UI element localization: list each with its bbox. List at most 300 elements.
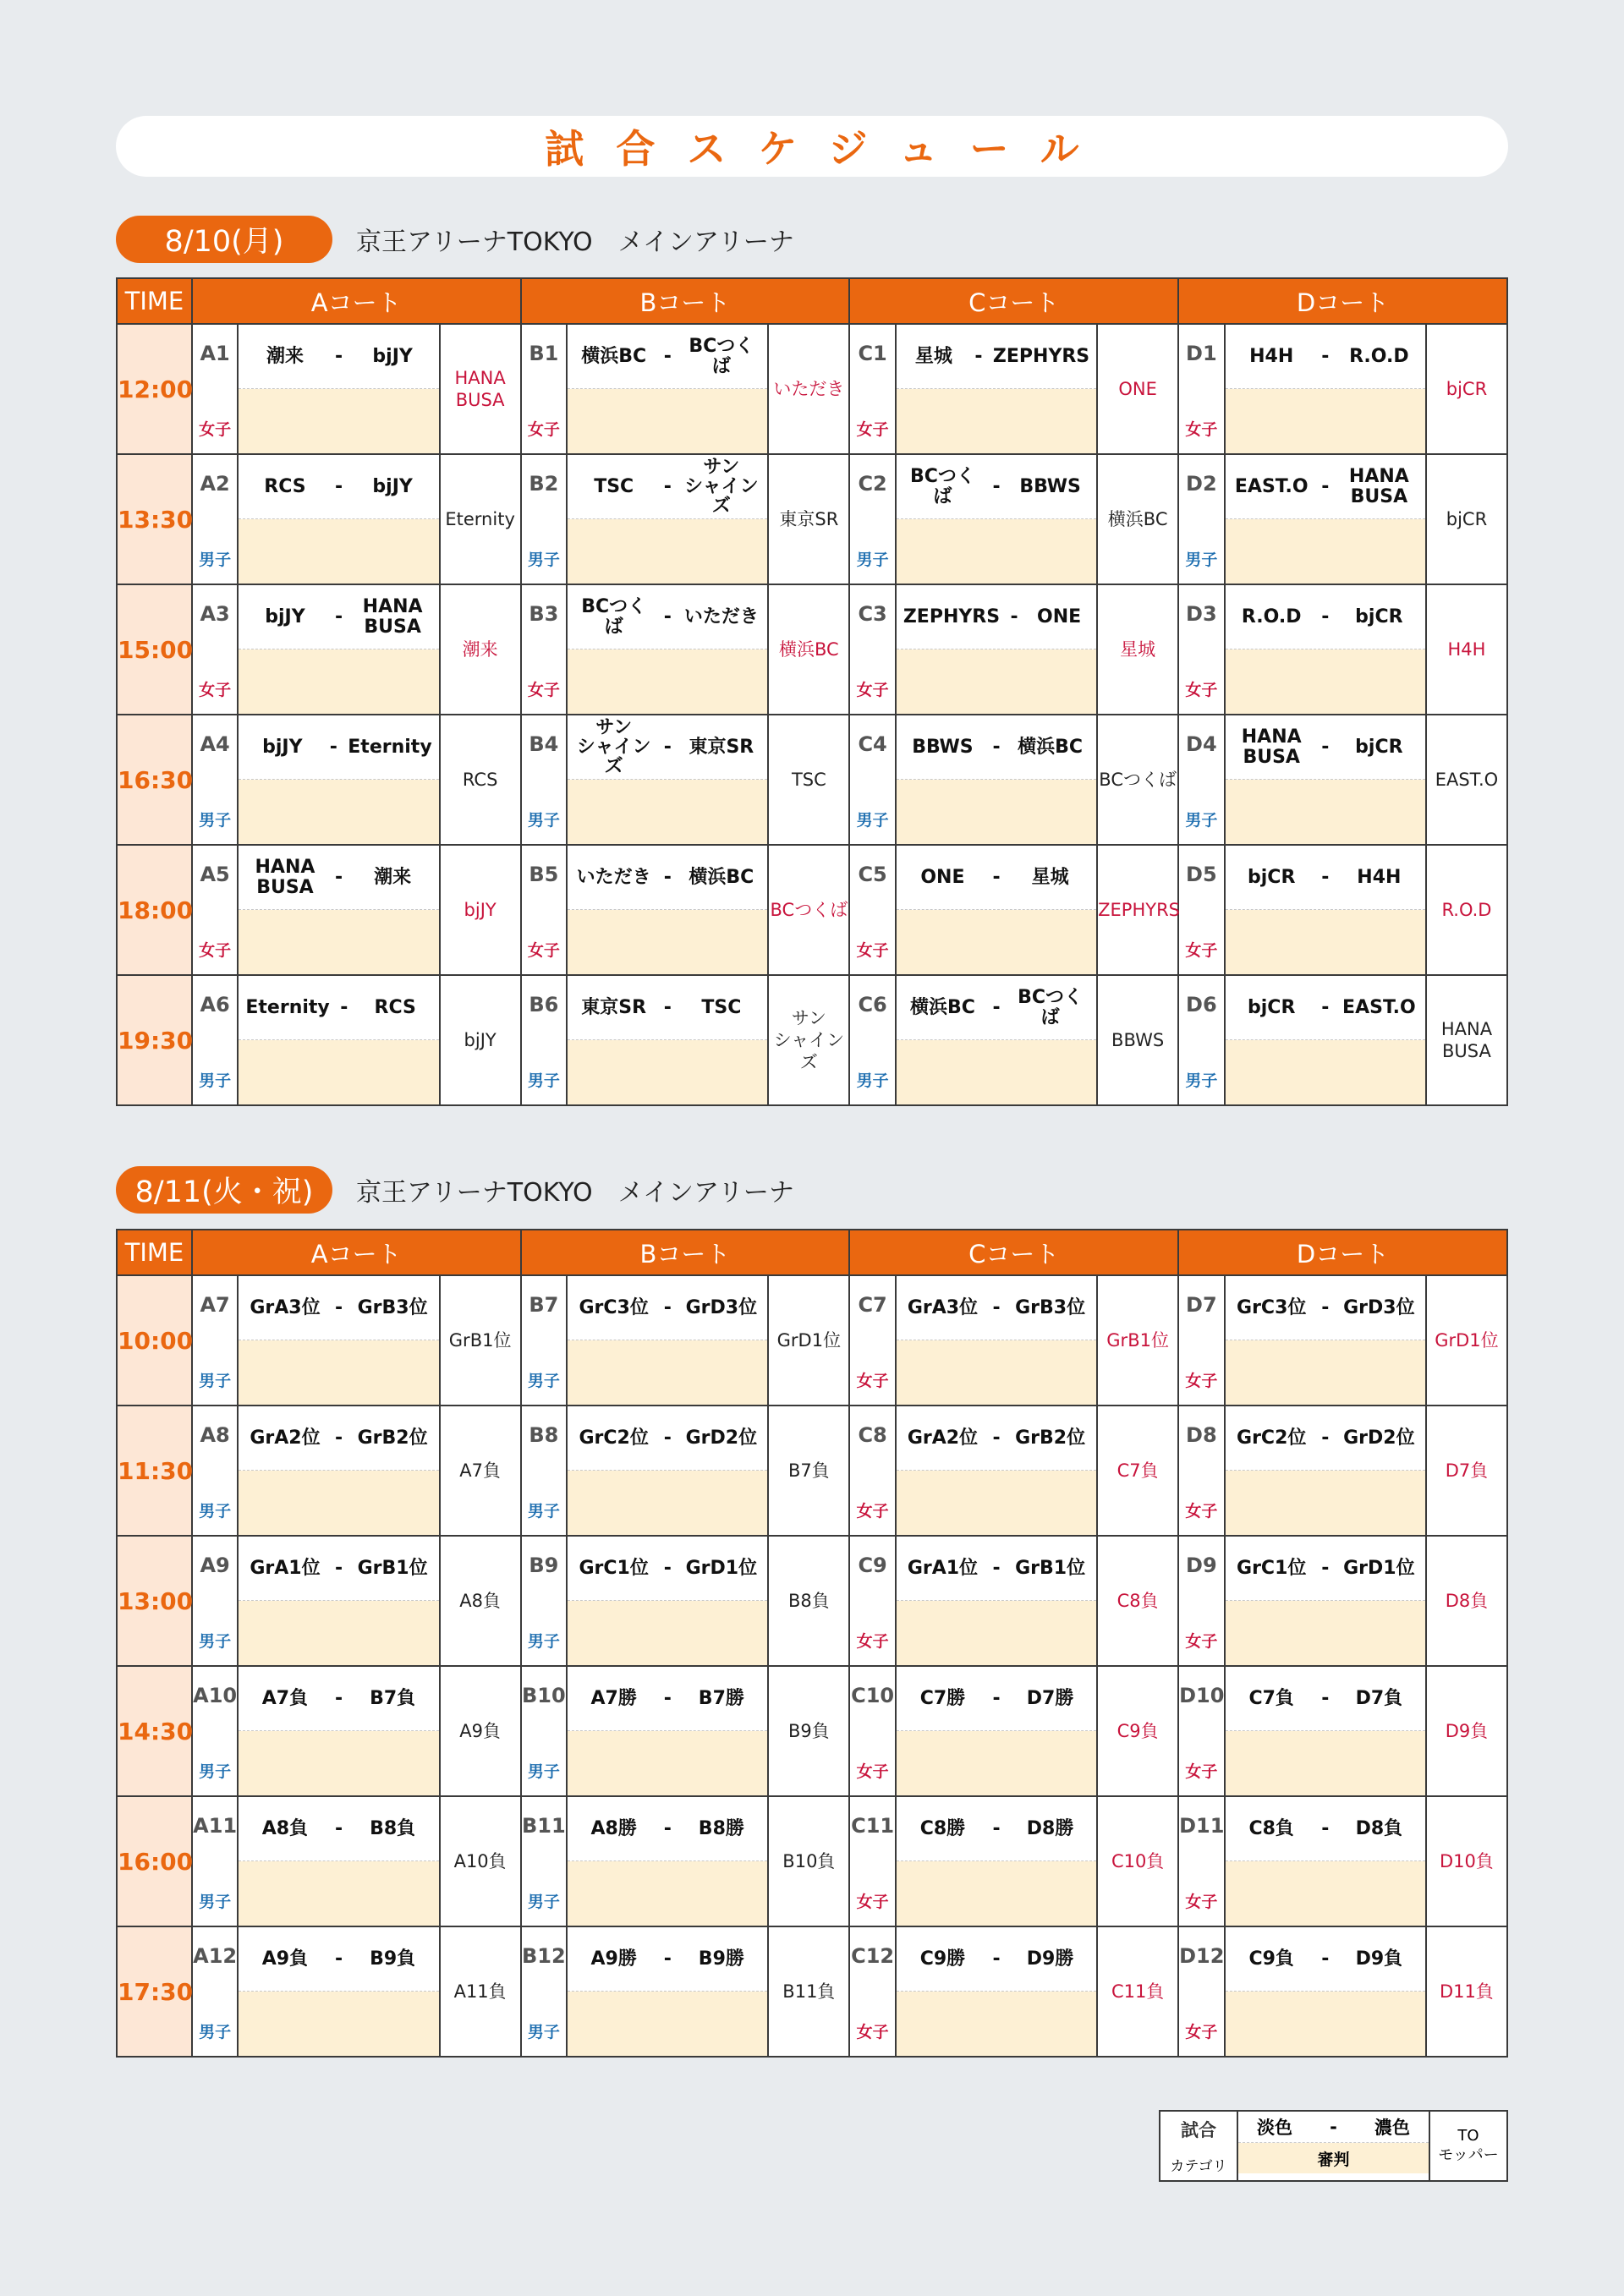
teams-row xyxy=(568,585,767,649)
team-light: H4H xyxy=(1249,345,1294,367)
game-id-cell xyxy=(521,1796,568,1926)
game-code: C10 xyxy=(851,1684,895,1707)
legend-to-label xyxy=(1429,2111,1507,2181)
day-header-2 xyxy=(116,1166,794,1214)
game-id-cell xyxy=(521,1406,568,1536)
to-cell: C10負 xyxy=(1097,1796,1178,1926)
referee-box xyxy=(1226,1992,1425,2056)
versus-dash: - xyxy=(334,1817,343,1839)
teams-row xyxy=(239,715,438,780)
referee-box xyxy=(897,1040,1096,1104)
to-cell: B8負 xyxy=(768,1536,849,1666)
team-light: BCつくば xyxy=(909,466,975,507)
team-light: GrC3位 xyxy=(1237,1296,1307,1318)
versus-dash: - xyxy=(334,475,343,497)
game-id-cell xyxy=(849,715,896,845)
legend-referee-label: 審判 xyxy=(1238,2143,1429,2173)
category-label: 男子 xyxy=(527,1762,560,1781)
category-label: 女子 xyxy=(527,420,560,439)
to-cell: A9負 xyxy=(440,1666,521,1796)
to-cell: GrD1位 xyxy=(768,1275,849,1406)
versus-dash: - xyxy=(1010,606,1018,627)
game-id-cell xyxy=(521,1926,568,2057)
match-cell xyxy=(567,1275,768,1406)
game-code: A9 xyxy=(200,1553,230,1577)
game-id-cell xyxy=(192,1666,239,1796)
referee-box xyxy=(897,1340,1096,1405)
to-cell: Eternity xyxy=(440,454,521,584)
to-cell: 星城 xyxy=(1097,584,1178,715)
team-dark: H4H xyxy=(1357,866,1402,888)
team-light: bjCR xyxy=(1248,866,1296,888)
game-id-cell xyxy=(1178,1406,1225,1536)
versus-dash: - xyxy=(992,1687,1001,1709)
team-dark: B8負 xyxy=(370,1817,416,1839)
match-cell xyxy=(1225,584,1426,715)
teams-row xyxy=(568,1406,767,1471)
team-dark: HANA BUSA xyxy=(362,596,423,638)
time-cell: 15:00 xyxy=(117,584,192,715)
teams-row xyxy=(1226,1276,1425,1340)
versus-dash: - xyxy=(663,1296,672,1318)
to-cell: bjJY xyxy=(440,975,521,1105)
referee-box xyxy=(897,1601,1096,1665)
team-light: 横浜BC xyxy=(581,345,647,367)
game-id-cell xyxy=(521,975,568,1105)
team-light: bjCR xyxy=(1248,996,1296,1018)
teams-row xyxy=(1226,1537,1425,1601)
game-id-cell xyxy=(1178,1926,1225,2057)
category-label: 女子 xyxy=(527,941,560,960)
teams-row xyxy=(568,715,767,780)
to-cell: D10負 xyxy=(1426,1796,1507,1926)
game-code: D11 xyxy=(1179,1814,1225,1838)
to-cell: TSC xyxy=(768,715,849,845)
game-code: B1 xyxy=(529,342,559,365)
match-cell xyxy=(238,845,439,975)
versus-dash: - xyxy=(663,1557,672,1579)
legend-light-label: 淡色 xyxy=(1257,2118,1293,2138)
team-dark: 星城 xyxy=(1031,866,1069,888)
match-cell xyxy=(1225,454,1426,584)
game-code: B2 xyxy=(529,472,559,496)
to-cell: bjCR xyxy=(1426,324,1507,454)
teams-row xyxy=(897,1276,1096,1340)
referee-box xyxy=(897,519,1096,584)
game-id-cell xyxy=(849,1536,896,1666)
category-label: 女子 xyxy=(1185,1893,1218,1911)
versus-dash: - xyxy=(663,345,672,367)
page-title-bar xyxy=(116,116,1508,177)
team-dark: D7負 xyxy=(1355,1687,1403,1709)
referee-box xyxy=(568,1861,767,1926)
game-code: A6 xyxy=(200,993,230,1016)
versus-dash: - xyxy=(334,1296,343,1318)
versus-dash: - xyxy=(1321,475,1330,497)
venue-label: 京王アリーナTOKYO メインアリーナ xyxy=(356,1178,794,1208)
match-cell xyxy=(567,845,768,975)
versus-dash: - xyxy=(334,606,343,627)
referee-box xyxy=(239,1471,438,1535)
referee-box xyxy=(1226,1040,1425,1104)
game-id-cell xyxy=(521,1536,568,1666)
game-code: D6 xyxy=(1186,993,1217,1016)
team-light: A7勝 xyxy=(590,1687,637,1709)
teams-row xyxy=(1226,976,1425,1040)
match-cell xyxy=(238,454,439,584)
match-cell xyxy=(896,715,1097,845)
game-code: B12 xyxy=(522,1944,566,1968)
teams-row xyxy=(239,1276,438,1340)
time-cell: 18:00 xyxy=(117,845,192,975)
referee-box xyxy=(239,1340,438,1405)
team-dark: GrB3位 xyxy=(1015,1296,1086,1318)
versus-dash: - xyxy=(334,1948,343,1970)
match-cell xyxy=(238,1536,439,1666)
match-cell xyxy=(1225,975,1426,1105)
category-label: 女子 xyxy=(856,420,889,439)
game-id-cell xyxy=(849,324,896,454)
referee-box xyxy=(239,389,438,453)
to-cell: RCS xyxy=(440,715,521,845)
team-light: A8勝 xyxy=(590,1817,637,1839)
teams-row xyxy=(568,1667,767,1731)
teams-row xyxy=(1226,846,1425,910)
referee-box xyxy=(568,1731,767,1795)
court-header-2: Cコート xyxy=(849,278,1178,324)
category-label: 女子 xyxy=(856,1762,889,1781)
referee-box xyxy=(239,1040,438,1104)
match-cell xyxy=(896,975,1097,1105)
game-id-cell xyxy=(1178,715,1225,845)
to-cell: B10負 xyxy=(768,1796,849,1926)
match-cell xyxy=(238,1796,439,1926)
referee-box xyxy=(897,1471,1096,1535)
category-label: 男子 xyxy=(1185,811,1218,830)
game-code: C2 xyxy=(858,472,887,496)
game-code: C4 xyxy=(858,732,887,756)
match-cell xyxy=(1225,845,1426,975)
team-light: R.O.D xyxy=(1241,606,1302,627)
versus-dash: - xyxy=(1321,606,1330,627)
category-label: 男子 xyxy=(527,1632,560,1651)
teams-row xyxy=(1226,715,1425,780)
category-label: 女子 xyxy=(1185,1372,1218,1390)
versus-dash: - xyxy=(329,736,337,758)
team-light: A9勝 xyxy=(590,1948,637,1970)
match-cell xyxy=(1225,1275,1426,1406)
versus-dash: - xyxy=(1321,866,1330,888)
to-cell: ZEPHYRS xyxy=(1097,845,1178,975)
versus-dash: - xyxy=(663,1817,672,1839)
team-dark: TSC xyxy=(701,996,742,1018)
game-code: B5 xyxy=(529,863,559,886)
game-code: C3 xyxy=(858,602,887,626)
legend-table xyxy=(1159,2110,1508,2182)
match-cell xyxy=(896,454,1097,584)
match-cell xyxy=(567,715,768,845)
referee-box xyxy=(897,1731,1096,1795)
legend-dark-label: 濃色 xyxy=(1374,2118,1410,2138)
teams-row xyxy=(568,846,767,910)
game-code: D12 xyxy=(1179,1944,1225,1968)
to-cell: HANA BUSA xyxy=(440,324,521,454)
game-code: B10 xyxy=(522,1684,566,1707)
match-cell xyxy=(1225,715,1426,845)
match-cell xyxy=(1225,1536,1426,1666)
game-code: D8 xyxy=(1186,1423,1217,1447)
teams-row xyxy=(1226,585,1425,649)
team-light: C7勝 xyxy=(919,1687,966,1709)
to-cell: BCつくば xyxy=(768,845,849,975)
referee-box xyxy=(568,389,767,453)
game-code: B11 xyxy=(522,1814,566,1838)
team-light: GrA3位 xyxy=(250,1296,321,1318)
versus-dash: - xyxy=(992,736,1001,758)
category-label: 男子 xyxy=(199,2023,232,2041)
team-dark: GrD1位 xyxy=(685,1557,758,1579)
category-label: 女子 xyxy=(1185,1762,1218,1781)
referee-box xyxy=(897,649,1096,714)
teams-row xyxy=(1226,1667,1425,1731)
team-dark: RCS xyxy=(374,996,416,1018)
referee-box xyxy=(568,780,767,844)
referee-box xyxy=(568,1601,767,1665)
to-cell: A7負 xyxy=(440,1406,521,1536)
game-code: D1 xyxy=(1186,342,1217,365)
teams-row xyxy=(897,1537,1096,1601)
category-label: 女子 xyxy=(856,681,889,699)
versus-dash: - xyxy=(663,1427,672,1449)
teams-row xyxy=(897,325,1096,389)
team-light: ONE xyxy=(920,866,965,888)
team-dark: GrD3位 xyxy=(685,1296,758,1318)
court-header-1: Bコート xyxy=(521,1230,850,1275)
team-light: GrA1位 xyxy=(250,1557,321,1579)
team-light: C8勝 xyxy=(919,1817,966,1839)
referee-box xyxy=(568,649,767,714)
category-label: 男子 xyxy=(856,1071,889,1090)
category-label: 男子 xyxy=(856,551,889,569)
team-light: C9負 xyxy=(1248,1948,1294,1970)
category-label: 女子 xyxy=(856,1502,889,1521)
team-dark: bjCR xyxy=(1355,736,1403,758)
game-id-cell xyxy=(849,1796,896,1926)
referee-box xyxy=(239,910,438,974)
category-label: 男子 xyxy=(199,811,232,830)
game-id-cell xyxy=(849,1666,896,1796)
category-label: 女子 xyxy=(856,2023,889,2041)
match-cell xyxy=(896,1406,1097,1536)
game-code: D3 xyxy=(1186,602,1217,626)
teams-row xyxy=(239,455,438,519)
teams-row xyxy=(239,846,438,910)
match-cell xyxy=(896,1275,1097,1406)
teams-row xyxy=(1226,1406,1425,1471)
referee-box xyxy=(568,1992,767,2056)
team-light: GrC3位 xyxy=(579,1296,649,1318)
versus-dash: - xyxy=(663,866,672,888)
team-dark: ZEPHYRS xyxy=(992,345,1090,367)
game-code: D2 xyxy=(1186,472,1217,496)
category-label: 男子 xyxy=(199,1632,232,1651)
venue-label: 京王アリーナTOKYO メインアリーナ xyxy=(356,227,794,257)
referee-box xyxy=(1226,1471,1425,1535)
referee-box xyxy=(568,1340,767,1405)
versus-dash: - xyxy=(992,1948,1001,1970)
game-code: C5 xyxy=(858,863,887,886)
legend-match-label: 試合 xyxy=(1181,2120,1216,2140)
referee-box xyxy=(1226,389,1425,453)
versus-dash: - xyxy=(992,866,1001,888)
game-id-cell xyxy=(1178,1275,1225,1406)
game-id-cell xyxy=(521,324,568,454)
time-header: TIME xyxy=(117,1230,192,1275)
schedule-table-day2 xyxy=(116,1229,1508,2058)
game-id-cell xyxy=(192,1536,239,1666)
teams-row xyxy=(568,1537,767,1601)
court-header-2: Cコート xyxy=(849,1230,1178,1275)
to-cell: B9負 xyxy=(768,1666,849,1796)
time-cell: 13:30 xyxy=(117,454,192,584)
team-light: C9勝 xyxy=(919,1948,966,1970)
team-light: EAST.O xyxy=(1234,475,1309,497)
team-light: GrC1位 xyxy=(579,1557,649,1579)
game-code: C1 xyxy=(858,342,887,365)
game-id-cell xyxy=(1178,975,1225,1105)
category-label: 女子 xyxy=(527,681,560,699)
team-light: GrA2位 xyxy=(907,1427,979,1449)
game-code: A8 xyxy=(200,1423,230,1447)
game-id-cell xyxy=(849,1926,896,2057)
versus-dash: - xyxy=(663,1948,672,1970)
match-cell xyxy=(896,1536,1097,1666)
versus-dash: - xyxy=(1321,1427,1330,1449)
match-cell xyxy=(567,454,768,584)
category-label: 男子 xyxy=(527,2023,560,2041)
team-light: GrC1位 xyxy=(1237,1557,1307,1579)
versus-dash: - xyxy=(992,1427,1001,1449)
category-label: 女子 xyxy=(1185,1632,1218,1651)
team-dark: B9負 xyxy=(370,1948,416,1970)
to-cell: A10負 xyxy=(440,1796,521,1926)
to-cell: GrB1位 xyxy=(440,1275,521,1406)
to-cell: R.O.D xyxy=(1426,845,1507,975)
teams-row xyxy=(897,1406,1096,1471)
team-dark: 潮来 xyxy=(374,866,412,888)
teams-row xyxy=(568,455,767,519)
game-code: A11 xyxy=(193,1814,238,1838)
time-cell: 16:30 xyxy=(117,715,192,845)
team-dark: D8負 xyxy=(1355,1817,1403,1839)
court-header-0: Aコート xyxy=(192,278,521,324)
team-dark: GrD1位 xyxy=(1343,1557,1415,1579)
court-header-0: Aコート xyxy=(192,1230,521,1275)
teams-row xyxy=(897,715,1096,780)
versus-dash: - xyxy=(663,996,672,1018)
teams-row xyxy=(568,1276,767,1340)
to-cell: EAST.O xyxy=(1426,715,1507,845)
match-cell xyxy=(567,1666,768,1796)
match-cell xyxy=(238,715,439,845)
teams-row xyxy=(568,325,767,389)
team-dark: R.O.D xyxy=(1349,345,1409,367)
versus-dash: - xyxy=(1321,1948,1330,1970)
to-cell: サン シャインズ xyxy=(768,975,849,1105)
to-cell: GrD1位 xyxy=(1426,1275,1507,1406)
referee-box xyxy=(239,1992,438,2056)
game-code: C11 xyxy=(851,1814,895,1838)
game-id-cell xyxy=(1178,1796,1225,1926)
page-title: 試合スケジュール xyxy=(545,126,1111,172)
category-label: 男子 xyxy=(1185,551,1218,569)
game-id-cell xyxy=(521,1666,568,1796)
referee-box xyxy=(1226,519,1425,584)
game-code: B4 xyxy=(529,732,559,756)
category-label: 男子 xyxy=(527,1071,560,1090)
category-label: 女子 xyxy=(199,420,232,439)
game-code: C6 xyxy=(858,993,887,1016)
to-cell: C8負 xyxy=(1097,1536,1178,1666)
game-code: A4 xyxy=(200,732,230,756)
team-light: 星城 xyxy=(914,345,952,367)
team-light: サン シャインズ xyxy=(576,716,651,778)
to-cell: 横浜BC xyxy=(768,584,849,715)
match-cell xyxy=(567,975,768,1105)
versus-dash: - xyxy=(334,1557,343,1579)
team-dark: BCつくば xyxy=(1018,987,1084,1028)
match-cell xyxy=(896,1926,1097,2057)
to-cell: C9負 xyxy=(1097,1666,1178,1796)
team-dark: HANA BUSA xyxy=(1348,466,1409,507)
teams-row xyxy=(568,1927,767,1992)
game-code: A2 xyxy=(200,472,230,496)
versus-dash: - xyxy=(663,736,672,758)
time-cell: 17:30 xyxy=(117,1926,192,2057)
game-id-cell xyxy=(192,715,239,845)
referee-box xyxy=(897,1861,1096,1926)
referee-box xyxy=(897,910,1096,974)
category-label: 女子 xyxy=(1185,2023,1218,2041)
game-id-cell xyxy=(849,975,896,1105)
team-dark: いただき xyxy=(683,606,759,627)
team-light: TSC xyxy=(594,475,634,497)
game-code: B6 xyxy=(529,993,559,1016)
to-cell: B7負 xyxy=(768,1406,849,1536)
team-dark: B9勝 xyxy=(698,1948,744,1970)
game-id-cell xyxy=(521,715,568,845)
game-id-cell xyxy=(521,454,568,584)
team-light: bjJY xyxy=(265,606,305,627)
match-cell xyxy=(1225,1666,1426,1796)
category-label: 男子 xyxy=(856,811,889,830)
referee-box xyxy=(568,1471,767,1535)
team-dark: EAST.O xyxy=(1342,996,1416,1018)
team-light: C7負 xyxy=(1248,1687,1294,1709)
teams-row xyxy=(239,585,438,649)
versus-dash: - xyxy=(334,1427,343,1449)
game-id-cell xyxy=(192,1406,239,1536)
category-label: 女子 xyxy=(1185,941,1218,960)
game-code: B8 xyxy=(529,1423,559,1447)
teams-row xyxy=(1226,1927,1425,1992)
match-cell xyxy=(896,1666,1097,1796)
team-dark: D8勝 xyxy=(1026,1817,1074,1839)
versus-dash: - xyxy=(1321,1296,1330,1318)
team-dark: D9勝 xyxy=(1026,1948,1074,1970)
teams-row xyxy=(239,976,438,1040)
referee-box xyxy=(239,519,438,584)
